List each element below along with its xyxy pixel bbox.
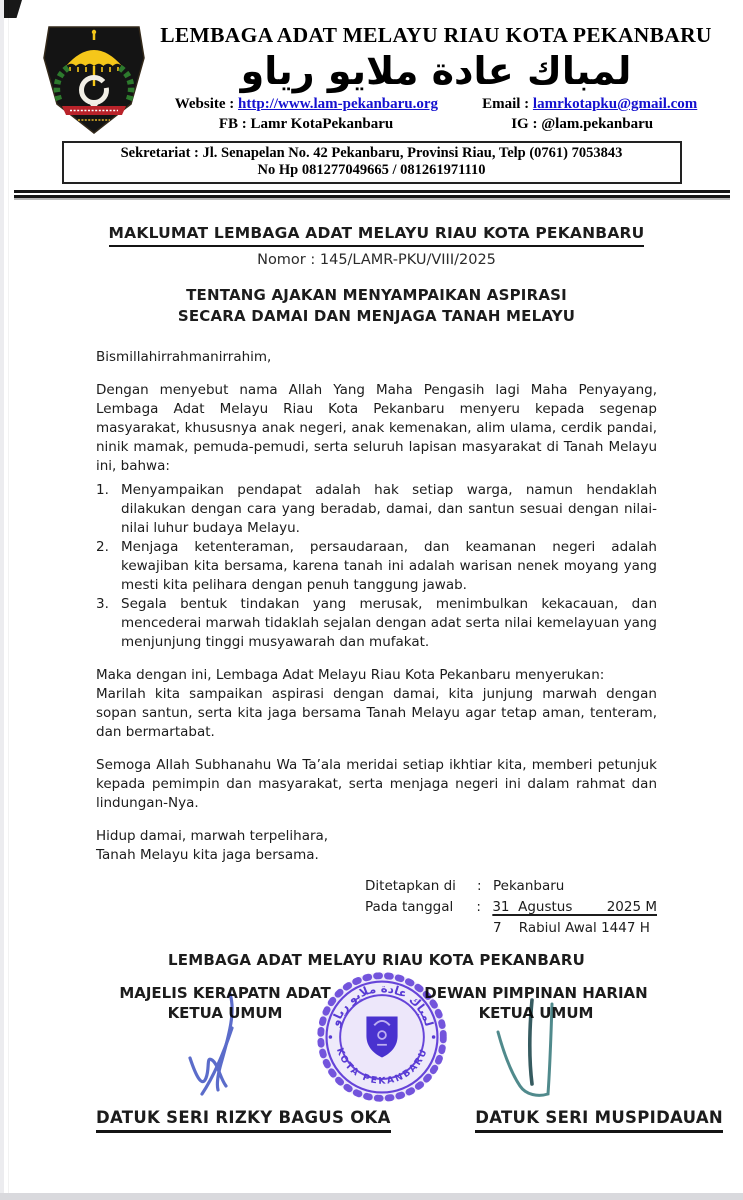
place-colon: : [477, 878, 482, 894]
document-title: MAKLUMAT LEMBAGA ADAT MELAYU RIAU KOTA PEKANBARU [96, 222, 657, 247]
list-item-number: 1. [96, 482, 109, 498]
place-value: Pekanbaru [493, 878, 565, 894]
call-text: Marilah kita sampaikan aspirasi dengan damai, kita junjung marwah dengan sopan santun, serta kita jaga bersama Tanah Melayu agar tetap aman, tenteram, dan bermartabat. [96, 686, 657, 740]
email-link[interactable]: lamrkotapku@gmail.com [532, 96, 698, 112]
instagram-label: IG : [511, 116, 538, 132]
document-number: Nomor : 145/LAMR-PKU/VIII/2025 [257, 252, 496, 268]
subject-line-1: TENTANG AJAKAN MENYAMPAIKAN ASPIRASI [186, 286, 567, 304]
website-label: Website : [174, 96, 235, 112]
call-paragraph [96, 666, 657, 742]
signature-left-ink [176, 990, 258, 1106]
org-name: LEMBAGA ADAT MELAYU RIAU KOTA PEKANBARU [160, 23, 712, 47]
list-item-number: 2. [96, 539, 109, 555]
list-item-text: Menjaga ketenteraman, persaudaraan, dan keamanan negeri adalah kewajiban kita bersama, karena tanah ini adalah warisan nenek moyang yang mesti kita pelihara dengan penuh tanggung jawab. [121, 539, 657, 593]
secretariat-phones: No Hp 081277049665 / 081261971110 [257, 162, 486, 178]
motto-line-1: Hidup damai, marwah terpelihara, [96, 828, 329, 844]
secretariat-box [62, 141, 682, 184]
right-signatory-name: DATUK SERI MUSPIDAUAN [475, 1107, 723, 1133]
list-item [96, 538, 657, 595]
facebook-label: FB : [218, 116, 247, 132]
opening-paragraph: Dengan menyebut nama Allah Yang Maha Pengasih lagi Maha Penyayang, Lembaga Adat Melayu Riau Kota Pekanbaru menyeru kepada segenap masyarakat, khususnya anak negeri, anak kemenakan, alim ulama, cerdik pandai, ninik mamak, pemuda-pemudi, serta seluruh lapisan masyarakat di Tanah Melayu ini, bahwa: [96, 382, 657, 474]
left-title-line-1: MAJELIS KERAPATN ADAT [119, 984, 331, 1002]
signatory-names-row [96, 1107, 723, 1133]
list-item-text: Menyampaikan pendapat adalah hak setiap warga, namun hendaklah dilakukan dengan cara yang beradab, damai, dan santun sesuai dengan nilai-nilai luhur budaya Melayu. [121, 482, 657, 536]
right-title-line-1: DEWAN PIMPINAN HARIAN [424, 984, 648, 1002]
facebook-value: Lamr KotaPekanbaru [250, 116, 394, 132]
official-stamp [308, 964, 456, 1110]
motto-line-2: Tanah Melayu kita jaga bersama. [96, 847, 319, 863]
page-edge-bottom [0, 1193, 743, 1200]
org-crest-logo [40, 24, 148, 136]
secretariat-address: Sekretariat : Jl. Senapelan No. 42 Pekanbaru, Provinsi Riau, Telp (0761) 7053843 [120, 145, 623, 161]
date-label: Pada tanggal [365, 899, 454, 915]
date-colon: : [476, 899, 481, 915]
list-item-number: 3. [96, 596, 109, 612]
instagram-value: @lam.pekanbaru [541, 116, 654, 132]
letterhead [150, 0, 722, 134]
list-item [96, 481, 657, 538]
document-subject [96, 285, 657, 327]
email-line [482, 94, 697, 114]
bismillah-line: Bismillahirrahmanirrahim, [96, 349, 272, 365]
place-label: Ditetapkan di [365, 878, 456, 894]
signing-org-line: LEMBAGA ADAT MELAYU RIAU KOTA PEKANBARU [168, 951, 585, 969]
enactment-block [365, 876, 657, 939]
subject-line-2: SECARA DAMAI DAN MENJAGA TANAH MELAYU [177, 307, 576, 325]
org-name-jawi: لمباك عادة ملايو رياو [240, 49, 632, 93]
date-value: 31 Agustus 2025 M [492, 899, 657, 915]
letterhead-divider [14, 190, 730, 198]
email-label: Email : [482, 96, 530, 112]
facebook-line [219, 114, 393, 134]
call-intro: Maka dengan ini, Lembaga Adat Melayu Riau Kota Pekanbaru menyerukan: [96, 667, 605, 683]
signature-right-ink [490, 996, 590, 1098]
points-list [96, 481, 657, 652]
website-link[interactable]: http://www.lam-pekanbaru.org [238, 96, 439, 112]
right-title-line-2: KETUA UMUM [478, 1004, 594, 1022]
instagram-line [511, 114, 653, 134]
page-fold-line [8, 0, 9, 1200]
list-item [96, 595, 657, 652]
prayer-paragraph: Semoga Allah Subhanahu Wa Ta’ala meridai setiap ikhtiar kita, memberi petunjuk kepada pemimpin dan masyarakat, serta menjaga negeri ini dalam rahmat dan lindungan-Nya. [96, 757, 657, 811]
left-title-line-2: KETUA UMUM [167, 1004, 283, 1022]
hijri-date-value: 7 Rabiul Awal 1447 H [493, 920, 650, 936]
website-line [175, 94, 438, 114]
page-edge-left [0, 0, 4, 1200]
stamp-top-text: لمباك عادة ملايو رياو [327, 981, 437, 1028]
left-signatory-name: DATUK SERI RIZKY BAGUS OKA [96, 1107, 391, 1133]
list-item-text: Segala bentuk tindakan yang merusak, menimbulkan kekacauan, dan mencederai marwah tidaklah sejalan dengan adat serta nilai kemelayuan yang menjunjung tinggi musyawarah dan mufakat. [121, 596, 657, 650]
closing-motto [96, 827, 657, 865]
stamp-bottom-text: KOTA PEKANBARU [333, 1046, 431, 1087]
